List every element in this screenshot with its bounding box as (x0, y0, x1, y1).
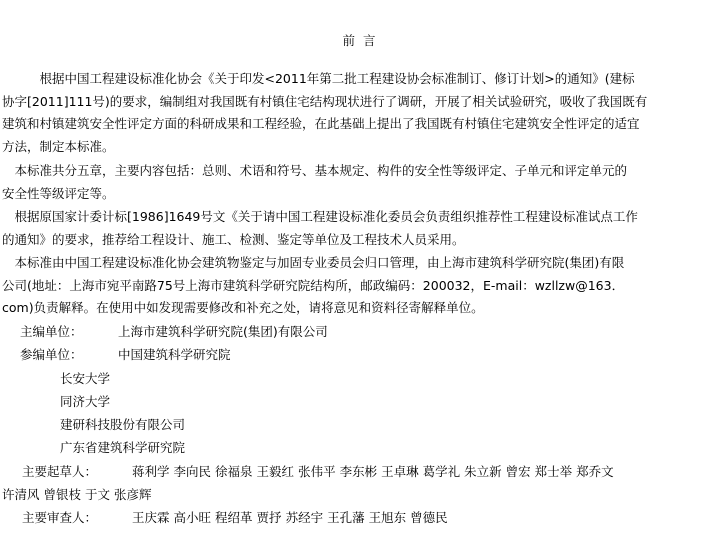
drafter-name: 朱立新 (464, 464, 502, 479)
reviewer-name: 王庆霖 (132, 510, 170, 525)
drafters-label: 主要起草人： (22, 464, 98, 479)
chief-unit-value: 上海市建筑科学研究院(集团)有限公司 (118, 324, 328, 339)
drafters-row-2 (2, 484, 156, 507)
participating-unit-name: 广东省建筑科学研究院 (60, 440, 186, 455)
drafters-row (22, 461, 618, 484)
paragraph-line: 方法，制定本标准。 (2, 138, 115, 154)
drafter-name: 李向民 (173, 464, 212, 479)
paragraph-line: com)负责解释。在使用中如发现需要修改和补充之处，请将意见和资料径寄解释单位。 (2, 300, 484, 315)
participating-unit-name: 同济大学 (60, 394, 111, 409)
reviewer-name: 贾抒 (256, 510, 282, 525)
reviewer-name: 苏经宇 (285, 510, 324, 525)
paragraph-2 (2, 160, 716, 205)
paragraph-line: 的通知》的要求，推荐给工程设计、施工、检测、鉴定等单位及工程技术人员采用。 (2, 231, 465, 247)
page-title: 前 言 (342, 33, 378, 48)
paragraph-line: 安全性等级评定等。 (2, 185, 115, 201)
drafter-name: 郑士举 (534, 464, 573, 479)
drafter-name: 郑乔文 (576, 464, 614, 479)
participating-unit-name: 长安大学 (60, 371, 111, 386)
paragraph-1 (2, 68, 716, 158)
chief-unit-row (20, 321, 328, 344)
participating-unit-name: 建研科技股份有限公司 (60, 417, 186, 432)
drafter-name: 葛学礼 (422, 464, 461, 479)
drafter-name: 王毅红 (256, 464, 295, 479)
drafter-name: 曾银枝 (43, 487, 82, 502)
drafter-name: 蒋利学 (132, 464, 170, 479)
participating-unit-label: 参编单位： (20, 347, 83, 362)
paragraph-3 (2, 206, 716, 251)
paragraph-line: 本标准共分五章，主要内容包括：总则、术语和符号、基本规定、构件的安全性等级评定、子单元和评定单元的 (2, 163, 628, 178)
paragraph-line: 公司(地址：上海市宛平南路75号上海市建筑科学研究院结构所，邮政编码：200032，E-mail：wzllzw@163． (2, 277, 625, 293)
reviewers-label: 主要审查人： (22, 510, 98, 525)
paragraph-line: 协字[2011]111号)的要求，编制组对我国既有村镇住宅结构现状进行了调研，开展了相关试验研究，吸收了我国既有 (2, 93, 648, 109)
paragraph-line: 根据中国工程建设标准化协会《关于印发<2011年第二批工程建设协会标准制订、修订计划>的通知》(建标 (2, 71, 635, 86)
participating-unit-row (20, 344, 231, 367)
drafter-name: 曾宏 (505, 464, 531, 479)
reviewer-name: 王旭东 (368, 510, 407, 525)
paragraph-line: 根据原国家计委计标[1986]1649号文《关于请中国工程建设标准化委员会负责组织推荐性工程建设标准试点工作 (2, 209, 638, 224)
reviewer-name: 程绍革 (215, 510, 253, 525)
paragraph-4 (2, 252, 716, 320)
drafter-name: 许清风 (2, 487, 40, 502)
participating-unit-name: 中国建筑科学研究院 (118, 347, 231, 362)
reviewer-name: 高小旺 (173, 510, 212, 525)
chief-unit-label: 主编单位： (20, 324, 83, 339)
drafter-name: 徐福泉 (215, 464, 253, 479)
drafter-name: 李东彬 (339, 464, 378, 479)
drafter-name: 张伟平 (298, 464, 336, 479)
paragraph-line: 本标准由中国工程建设标准化协会建筑物鉴定与加固专业委员会归口管理，由上海市建筑科学研究院(集团)有限 (2, 255, 625, 270)
reviewer-name: 曾德民 (410, 510, 448, 525)
drafter-name: 张彦辉 (114, 487, 152, 502)
paragraph-line: 建筑和村镇建筑安全性评定方面的科研成果和工程经验，在此基础上提出了我国既有村镇住宅建筑安全性评定的适宜 (2, 116, 640, 131)
drafter-name: 王卓琳 (381, 464, 419, 479)
reviewer-name: 王孔藩 (327, 510, 365, 525)
reviewers-row (22, 507, 452, 530)
drafter-name: 于文 (85, 487, 111, 502)
